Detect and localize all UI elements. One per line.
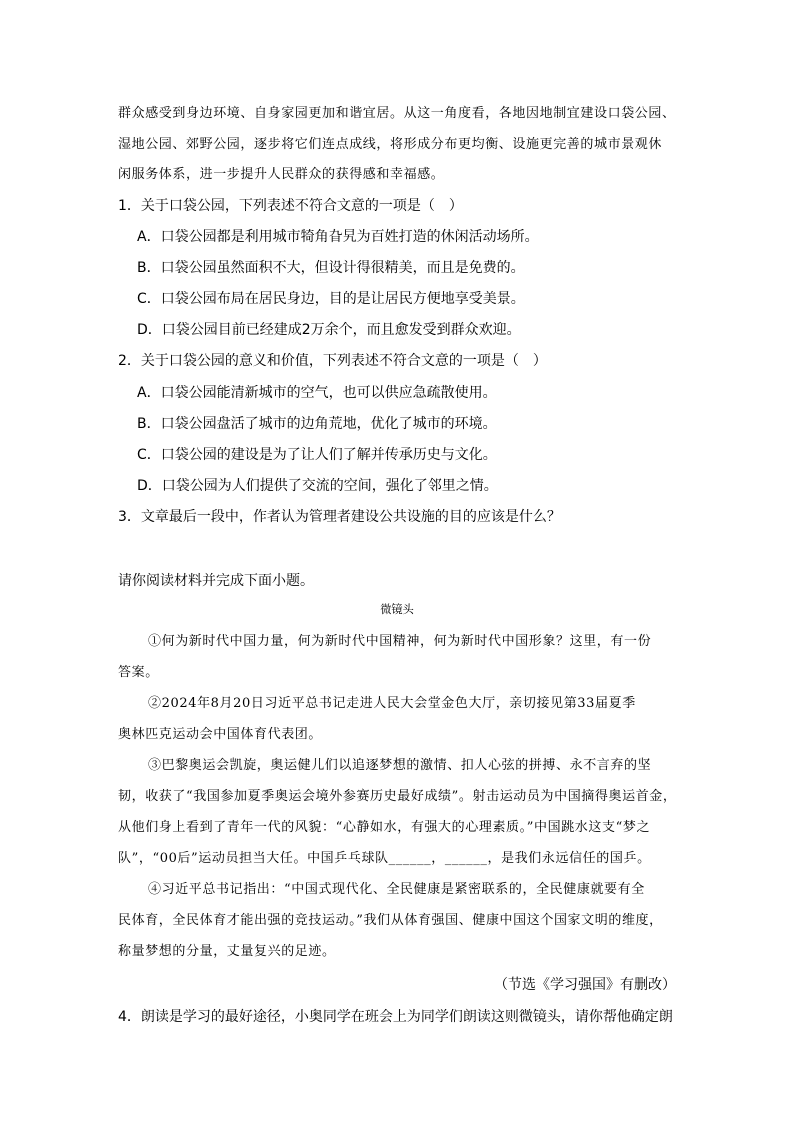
material-paragraph-3-line-4: 队”，“00后”运动员担当大任。中国乒乓球队______，______，是我们永远信任的国乒。 bbox=[118, 851, 651, 866]
question-1-option-c: C．口袋公园布局在居民身边，目的是让居民方便地享受美景。 bbox=[137, 291, 525, 307]
intro-line-3: 闲服务体系，进一步提升人民群众的获得感和幸福感。 bbox=[118, 167, 445, 182]
material-paragraph-2-line-1: ②2024年8月20日习近平总书记走进人民大会堂金色大厅，亲切接见第33届夏季 bbox=[148, 696, 636, 711]
question-1-option-a: A．口袋公园都是利用城市犄角旮旯为百姓打造的休闲活动场所。 bbox=[137, 229, 539, 245]
material-source: （节选《学习强国》有删改） bbox=[494, 977, 676, 993]
intro-line-2: 湿地公园、郊野公园，逐步将它们连点成线，将形成分布更均衡、设施更完善的城市景观休 bbox=[118, 137, 663, 152]
material-paragraph-3-line-3: 从他们身上看到了青年一代的风貌：“心静如水，有强大的心理素质。”中国跳水这支“梦之 bbox=[118, 820, 651, 835]
material-paragraph-4-line-2: 民体育，全民体育才能出强的竞技运动。”我们从体育强国、健康中国这个国家文明的维度， bbox=[118, 913, 663, 928]
question-2-option-a: A．口袋公园能清新城市的空气，也可以供应急疏散使用。 bbox=[137, 385, 497, 401]
question-1-option-b: B．口袋公园虽然面积不大，但设计得很精美，而且是免费的。 bbox=[137, 260, 525, 276]
material-paragraph-1-line-1: ①何为新时代中国力量，何为新时代中国精神，何为新时代中国形象？这里，有一份 bbox=[148, 634, 652, 649]
material-paragraph-2-line-2: 奥林匹克运动会中国体育代表团。 bbox=[118, 727, 323, 742]
question-1-option-d: D．口袋公园目前已经建成2万余个，而且愈发受到群众欢迎。 bbox=[137, 322, 521, 338]
question-2-option-d: D．口袋公园为人们提供了交流的空间，强化了邻里之情。 bbox=[137, 478, 498, 494]
question-2-option-b: B．口袋公园盘活了城市的边角荒地，优化了城市的环境。 bbox=[137, 416, 497, 432]
material-paragraph-1-line-2: 答案。 bbox=[118, 665, 159, 680]
material-paragraph-3-line-1: ③巴黎奥运会凯旋，奥运健儿们以追逐梦想的激情、扣人心弦的拼搏、永不言弃的坚 bbox=[148, 758, 652, 773]
question-4-stem: 4．朗读是学习的最好途径，小奥同学在班会上为同学们朗读这则微镜头，请你帮他确定朗 bbox=[118, 1009, 673, 1025]
material-paragraph-4-line-3: 称量梦想的分量，丈量复兴的足迹。 bbox=[118, 944, 336, 959]
section-instruction: 请你阅读材料并完成下面小题。 bbox=[118, 573, 314, 589]
intro-line-1: 群众感受到身边环境、自身家园更加和谐宜居。从这一角度看，各地因地制宜建设口袋公园、 bbox=[118, 106, 676, 121]
question-2-option-c: C．口袋公园的建设是为了让人们了解并传承历史与文化。 bbox=[137, 447, 497, 463]
material-paragraph-3-line-2: 韧，收获了“我国参加夏季奥运会境外参赛历史最好成绩”。射击运动员为中国摘得奥运首金， bbox=[118, 789, 677, 804]
question-3-stem: 3．文章最后一段中，作者认为管理者建设公共设施的目的应该是什么？ bbox=[118, 509, 561, 525]
question-1-stem: 1．关于口袋公园，下列表述不符合文意的一项是（ ） bbox=[118, 198, 463, 214]
material-title: 微镜头 bbox=[380, 603, 414, 616]
material-paragraph-4-line-1: ④习近平总书记指出：“中国式现代化、全民健康是紧密联系的，全民健康就要有全 bbox=[148, 882, 645, 897]
question-2-stem: 2．关于口袋公园的意义和价值，下列表述不符合文意的一项是（ ） bbox=[118, 353, 547, 369]
